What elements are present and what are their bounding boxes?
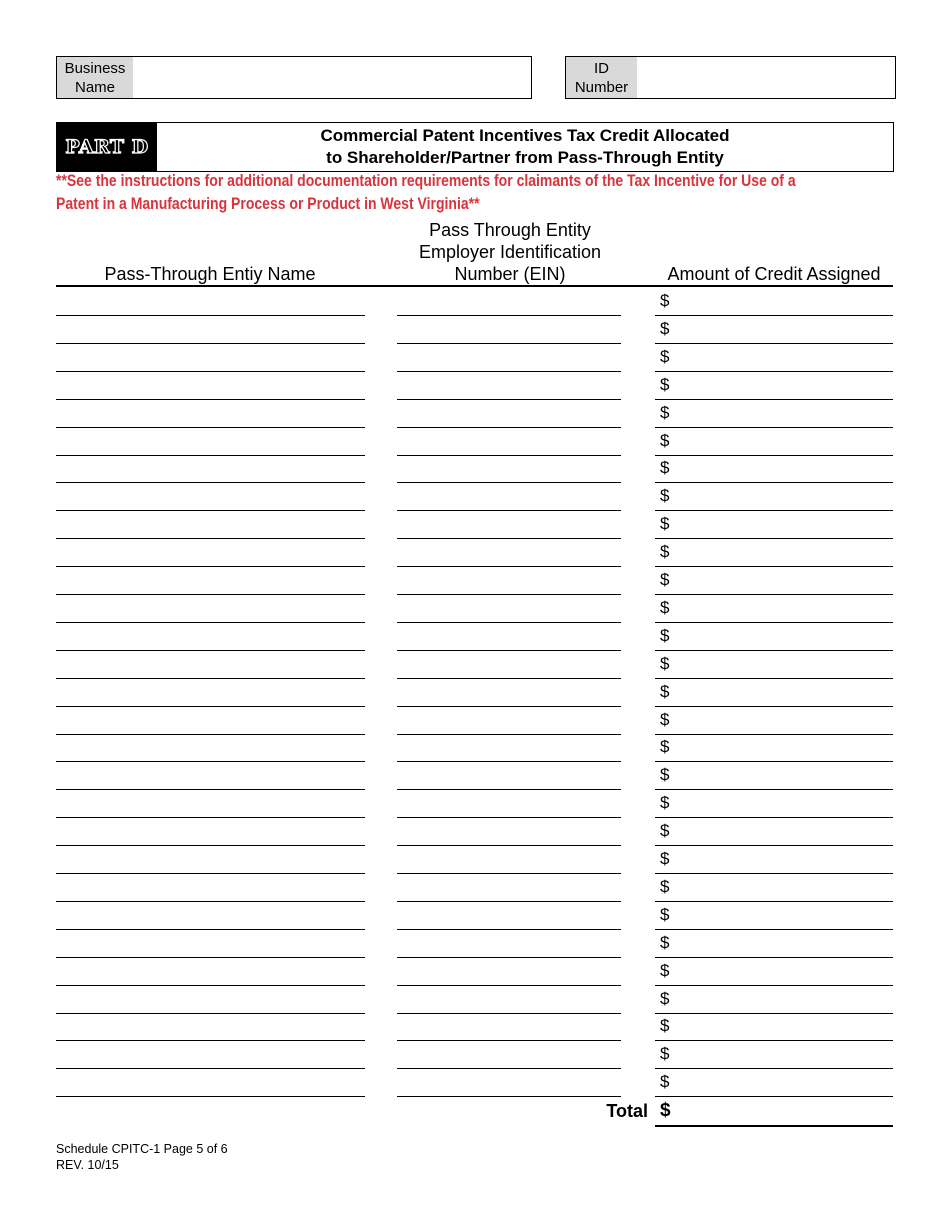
table-row: [0, 930, 950, 958]
table-row: [0, 623, 950, 651]
entity-name-field[interactable]: [56, 428, 365, 456]
entity-name-field[interactable]: [56, 762, 365, 790]
currency-symbol: $: [660, 1044, 670, 1064]
entity-ein-field[interactable]: [397, 1069, 621, 1097]
credit-amount-field[interactable]: [655, 428, 893, 456]
credit-amount-field[interactable]: [655, 762, 893, 790]
credit-amount-field[interactable]: [655, 595, 893, 623]
credit-amount-field[interactable]: [655, 986, 893, 1014]
table-row: [0, 986, 950, 1014]
part-d-header: [56, 122, 894, 172]
currency-symbol: $: [660, 402, 670, 422]
table-row: [0, 651, 950, 679]
entity-name-field[interactable]: [56, 707, 365, 735]
entity-ein-field[interactable]: [397, 316, 621, 344]
entity-ein-field[interactable]: [397, 1013, 621, 1041]
entity-name-field[interactable]: [56, 986, 365, 1014]
table-row: [0, 818, 950, 846]
entity-name-field[interactable]: [56, 902, 365, 930]
entity-ein-field[interactable]: [397, 679, 621, 707]
entity-ein-field[interactable]: [397, 790, 621, 818]
currency-symbol: $: [660, 374, 670, 394]
credit-amount-field[interactable]: [655, 734, 893, 762]
id-number-box: [565, 56, 896, 99]
entity-name-field[interactable]: [56, 1069, 365, 1097]
table-row: [0, 455, 950, 483]
table-row: [0, 762, 950, 790]
table-row: [0, 288, 950, 316]
entity-ein-field[interactable]: [397, 874, 621, 902]
credit-amount-field[interactable]: [655, 651, 893, 679]
part-d-badge: PART D: [57, 123, 157, 171]
ein-header-line2: Employer Identification: [418, 242, 602, 262]
entity-name-field[interactable]: [56, 344, 365, 372]
column-header-ein: [390, 219, 630, 285]
credit-amount-field[interactable]: [655, 455, 893, 483]
business-name-box: [56, 56, 532, 99]
entity-ein-field[interactable]: [397, 762, 621, 790]
credit-amount-field[interactable]: [655, 623, 893, 651]
currency-symbol: $: [660, 346, 670, 366]
currency-symbol: $: [660, 542, 670, 562]
header-rule: [56, 285, 893, 287]
table-row: [0, 372, 950, 400]
entity-ein-field[interactable]: [397, 455, 621, 483]
entity-ein-field[interactable]: [397, 651, 621, 679]
credit-amount-field[interactable]: [655, 874, 893, 902]
entity-ein-field[interactable]: [397, 595, 621, 623]
table-row: [0, 846, 950, 874]
entity-ein-field[interactable]: [397, 372, 621, 400]
currency-symbol: $: [660, 988, 670, 1008]
credit-amount-field[interactable]: [655, 567, 893, 595]
part-d-title: [157, 123, 893, 171]
entity-name-field[interactable]: [56, 874, 365, 902]
currency-symbol: $: [660, 1016, 670, 1036]
entity-ein-field[interactable]: [397, 986, 621, 1014]
currency-symbol: $: [660, 597, 670, 617]
entity-ein-field[interactable]: [397, 1041, 621, 1069]
currency-symbol: $: [660, 514, 670, 534]
notice-line2: Patent in a Manufacturing Process or Product in West Virginia**: [56, 195, 480, 213]
table-row: [0, 958, 950, 986]
ein-header-line3: Number (EIN): [454, 264, 566, 284]
credit-amount-field[interactable]: [655, 1069, 893, 1097]
credit-amount-field[interactable]: [655, 1013, 893, 1041]
entity-ein-field[interactable]: [397, 707, 621, 735]
entity-ein-field[interactable]: [397, 344, 621, 372]
entity-ein-field[interactable]: [397, 958, 621, 986]
entity-name-field[interactable]: [56, 595, 365, 623]
business-name-label: Business Name: [57, 57, 133, 98]
table-row: [0, 400, 950, 428]
credit-amount-field[interactable]: [655, 539, 893, 567]
column-header-entity-name: Pass-Through Entiy Name: [104, 264, 316, 284]
currency-symbol: $: [660, 653, 670, 673]
table-row: [0, 1041, 950, 1069]
part-d-title-line1: Commercial Patent Incentives Tax Credit Allocated: [320, 126, 730, 145]
credit-amount-field[interactable]: [655, 483, 893, 511]
currency-symbol: $: [660, 291, 670, 310]
table-row: [0, 707, 950, 735]
entity-name-field[interactable]: [56, 400, 365, 428]
entity-name-field[interactable]: [56, 651, 365, 679]
entity-ein-field[interactable]: [397, 818, 621, 846]
currency-symbol: $: [660, 709, 670, 729]
footer-schedule: Schedule CPITC-1 Page 5 of 6: [56, 1142, 228, 1156]
table-row: [0, 734, 950, 762]
entity-name-field[interactable]: [56, 790, 365, 818]
credit-amount-field[interactable]: [655, 679, 893, 707]
table-row: [0, 595, 950, 623]
credit-amount-field[interactable]: [655, 372, 893, 400]
table-row: [0, 874, 950, 902]
credit-amount-field[interactable]: [655, 902, 893, 930]
entity-ein-field[interactable]: [397, 288, 621, 316]
currency-symbol: $: [660, 570, 670, 589]
business-name-input[interactable]: [133, 57, 531, 98]
documentation-notice: [56, 170, 796, 216]
table-row: [0, 344, 950, 372]
table-row: [0, 539, 950, 567]
currency-symbol: $: [660, 793, 670, 813]
entity-ein-field[interactable]: [397, 567, 621, 595]
entity-ein-field[interactable]: [397, 400, 621, 428]
table-row: [0, 902, 950, 930]
currency-symbol: $: [660, 737, 670, 757]
ein-header-line1: Pass Through Entity: [429, 220, 591, 240]
entity-ein-field[interactable]: [397, 846, 621, 874]
currency-symbol: $: [660, 318, 670, 338]
credit-amount-field[interactable]: [655, 316, 893, 344]
currency-symbol: $: [660, 625, 670, 645]
entity-name-field[interactable]: [56, 316, 365, 344]
credit-amount-field[interactable]: [655, 288, 893, 316]
entity-name-field[interactable]: [56, 372, 365, 400]
part-d-title-line2: to Shareholder/Partner from Pass-Through Entity: [326, 148, 724, 167]
entity-name-field[interactable]: [56, 958, 365, 986]
table-row: [0, 428, 950, 456]
entity-ein-field[interactable]: [397, 734, 621, 762]
table-row: [0, 483, 950, 511]
notice-line1: **See the instructions for additional documentation requirements for claimants of the Tax Incentive for Use of a: [56, 172, 796, 190]
entity-ein-field[interactable]: [397, 511, 621, 539]
table-row: [0, 316, 950, 344]
currency-symbol: $: [660, 876, 670, 896]
entity-name-field[interactable]: [56, 1013, 365, 1041]
entity-name-field[interactable]: [56, 818, 365, 846]
total-label: Total: [606, 1101, 648, 1121]
entity-name-field[interactable]: [56, 483, 365, 511]
credit-amount-field[interactable]: [655, 1041, 893, 1069]
entity-name-field[interactable]: [56, 539, 365, 567]
entity-ein-field[interactable]: [397, 930, 621, 958]
entity-name-field[interactable]: [56, 288, 365, 316]
currency-symbol: $: [660, 765, 670, 785]
entity-name-field[interactable]: [56, 623, 365, 651]
entity-name-field[interactable]: [56, 846, 365, 874]
currency-symbol: $: [660, 486, 670, 506]
entity-name-field[interactable]: [56, 679, 365, 707]
table-row: [0, 679, 950, 707]
currency-symbol: $: [660, 904, 670, 924]
entity-name-field[interactable]: [56, 930, 365, 958]
entity-ein-field[interactable]: [397, 428, 621, 456]
credit-amount-field[interactable]: [655, 846, 893, 874]
currency-symbol: $: [660, 1072, 670, 1092]
table-row: [0, 511, 950, 539]
table-row: [0, 790, 950, 818]
credit-amount-field[interactable]: [655, 707, 893, 735]
table-row: [0, 1069, 950, 1097]
entity-name-field[interactable]: [56, 455, 365, 483]
entity-name-field[interactable]: [56, 567, 365, 595]
credit-amount-field[interactable]: [655, 511, 893, 539]
table-row: [0, 567, 950, 595]
id-number-label: ID Number: [566, 57, 637, 98]
table-row: [0, 1013, 950, 1041]
currency-symbol: $: [660, 681, 670, 701]
entity-ein-field[interactable]: [397, 483, 621, 511]
currency-symbol: $: [660, 821, 670, 841]
entity-ein-field[interactable]: [397, 623, 621, 651]
entity-name-field[interactable]: [56, 1041, 365, 1069]
id-number-input[interactable]: [637, 57, 895, 98]
entity-name-field[interactable]: [56, 734, 365, 762]
column-header-amount: Amount of Credit Assigned: [667, 264, 881, 284]
credit-amount-field[interactable]: [655, 400, 893, 428]
currency-symbol: $: [660, 849, 670, 868]
total-amount-field[interactable]: [655, 1098, 893, 1127]
entity-ein-field[interactable]: [397, 902, 621, 930]
currency-symbol: $: [660, 960, 670, 980]
credit-amount-field[interactable]: [655, 930, 893, 958]
footer-revision: REV. 10/15: [56, 1158, 119, 1172]
currency-symbol: $: [660, 458, 670, 478]
credit-amount-field[interactable]: [655, 790, 893, 818]
credit-amount-field[interactable]: [655, 344, 893, 372]
entity-ein-field[interactable]: [397, 539, 621, 567]
credit-amount-field[interactable]: [655, 818, 893, 846]
total-currency-symbol: $: [660, 1100, 671, 1121]
page-footer: [56, 1141, 228, 1173]
entity-name-field[interactable]: [56, 511, 365, 539]
credit-amount-field[interactable]: [655, 958, 893, 986]
currency-symbol: $: [660, 430, 670, 450]
currency-symbol: $: [660, 932, 670, 952]
